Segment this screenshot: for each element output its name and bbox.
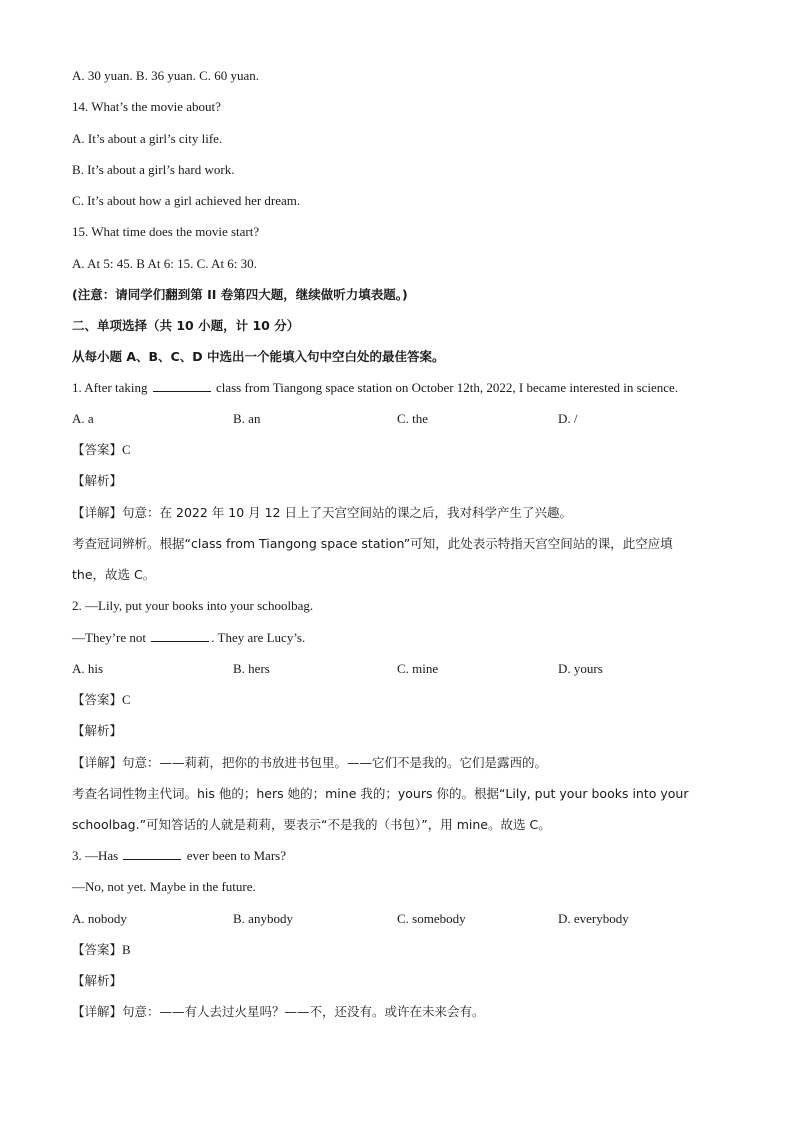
item3-stem-line2: —No, not yet. Maybe in the future. <box>72 879 256 894</box>
item2-option-d: D. yours <box>558 661 603 676</box>
section-instruction: 从每小题 A、B、C、D 中选出一个能填入句中空白处的最佳答案。 <box>72 349 445 364</box>
answer-value: C <box>122 692 131 707</box>
item1-stem <box>72 379 678 397</box>
section-title: 二、单项选择（共 10 小题，计 10 分） <box>72 318 300 333</box>
item3-option-b: B. anybody <box>233 911 293 926</box>
item3-stem-post: ever been to Mars? <box>186 848 286 863</box>
detail-text: 句意：在 2022 年 10 月 12 日上了天宫空间站的课之后，我对科学产生了兴趣。 <box>122 505 572 520</box>
q13-options: A. 30 yuan. B. 36 yuan. C. 60 yuan. <box>72 68 260 83</box>
item3-detail <box>72 1003 485 1021</box>
detail-label: 【详解】 <box>72 505 123 520</box>
item3-analysis-label: 【解析】 <box>72 973 123 988</box>
q14-question: 14. What’s the movie about? <box>72 99 221 114</box>
item2-explain-line1: 考查名词性物主代词。his 他的；hers 她的；mine 我的；yours 你的。根据“Lily, put your books into your <box>72 786 689 801</box>
item2-explain-line2: schoolbag.”可知答话的人就是莉莉，要表示“不是我的（书包）”，用 mine。故选 C。 <box>72 817 551 832</box>
detail-text: 句意：——莉莉，把你的书放进书包里。——它们不是我的。它们是露西的。 <box>122 755 548 770</box>
item2-stem-line2 <box>72 629 305 647</box>
item3-option-a: A. nobody <box>72 911 127 926</box>
q15-question: 15. What time does the movie start? <box>72 224 260 239</box>
item1-stem-pre: 1. After taking <box>72 380 148 395</box>
item3-stem-line1 <box>72 847 286 865</box>
listening-note: (注意：请同学们翻到第 II 卷第四大题，继续做听力填表题。) <box>72 287 408 302</box>
answer-blank <box>123 847 181 860</box>
answer-value: C <box>122 442 131 457</box>
item1-stem-post: class from Tiangong space station on October 12th, 2022, I became interested in science. <box>215 380 679 395</box>
item1-detail <box>72 504 572 522</box>
item1-analysis-label: 【解析】 <box>72 473 123 488</box>
answer-blank <box>151 629 209 642</box>
answer-blank <box>153 379 211 392</box>
item1-option-d: D. / <box>558 411 578 426</box>
item1-option-a: A. a <box>72 411 94 426</box>
item1-option-b: B. an <box>233 411 261 426</box>
item2-option-c: C. mine <box>397 661 439 676</box>
detail-label: 【详解】 <box>72 1004 123 1019</box>
item1-answer <box>72 441 131 459</box>
detail-text: 句意：——有人去过火星吗？——不，还没有。或许在未来会有。 <box>122 1004 485 1019</box>
answer-label: 【答案】 <box>72 942 123 957</box>
q14-option-a: A. It’s about a girl’s city life. <box>72 131 223 146</box>
item2-stem-post: . They are Lucy’s. <box>211 630 306 645</box>
item3-option-d: D. everybody <box>558 911 629 926</box>
q14-option-b: B. It’s about a girl’s hard work. <box>72 162 235 177</box>
item1-explain-line2: the，故选 C。 <box>72 567 156 582</box>
item2-stem-line1: 2. —Lily, put your books into your schoolbag. <box>72 598 314 613</box>
item3-stem-pre: 3. —Has <box>72 848 119 863</box>
item1-explain-line1: 考查冠词辨析。根据“class from Tiangong space station”可知，此处表示特指天宫空间站的课，此空应填 <box>72 536 673 551</box>
item2-option-a: A. his <box>72 661 104 676</box>
q14-option-c: C. It’s about how a girl achieved her dream. <box>72 193 301 208</box>
answer-label: 【答案】 <box>72 692 123 707</box>
item2-option-b: B. hers <box>233 661 270 676</box>
item2-stem-pre: —They’re not <box>72 630 147 645</box>
item2-detail <box>72 754 547 772</box>
item2-analysis-label: 【解析】 <box>72 723 123 738</box>
item3-answer <box>72 941 131 959</box>
q15-options: A. At 5: 45. B At 6: 15. C. At 6: 30. <box>72 256 257 271</box>
answer-value: B <box>122 942 131 957</box>
detail-label: 【详解】 <box>72 755 123 770</box>
item3-option-c: C. somebody <box>397 911 466 926</box>
item1-option-c: C. the <box>397 411 429 426</box>
answer-label: 【答案】 <box>72 442 123 457</box>
item2-answer <box>72 691 131 709</box>
